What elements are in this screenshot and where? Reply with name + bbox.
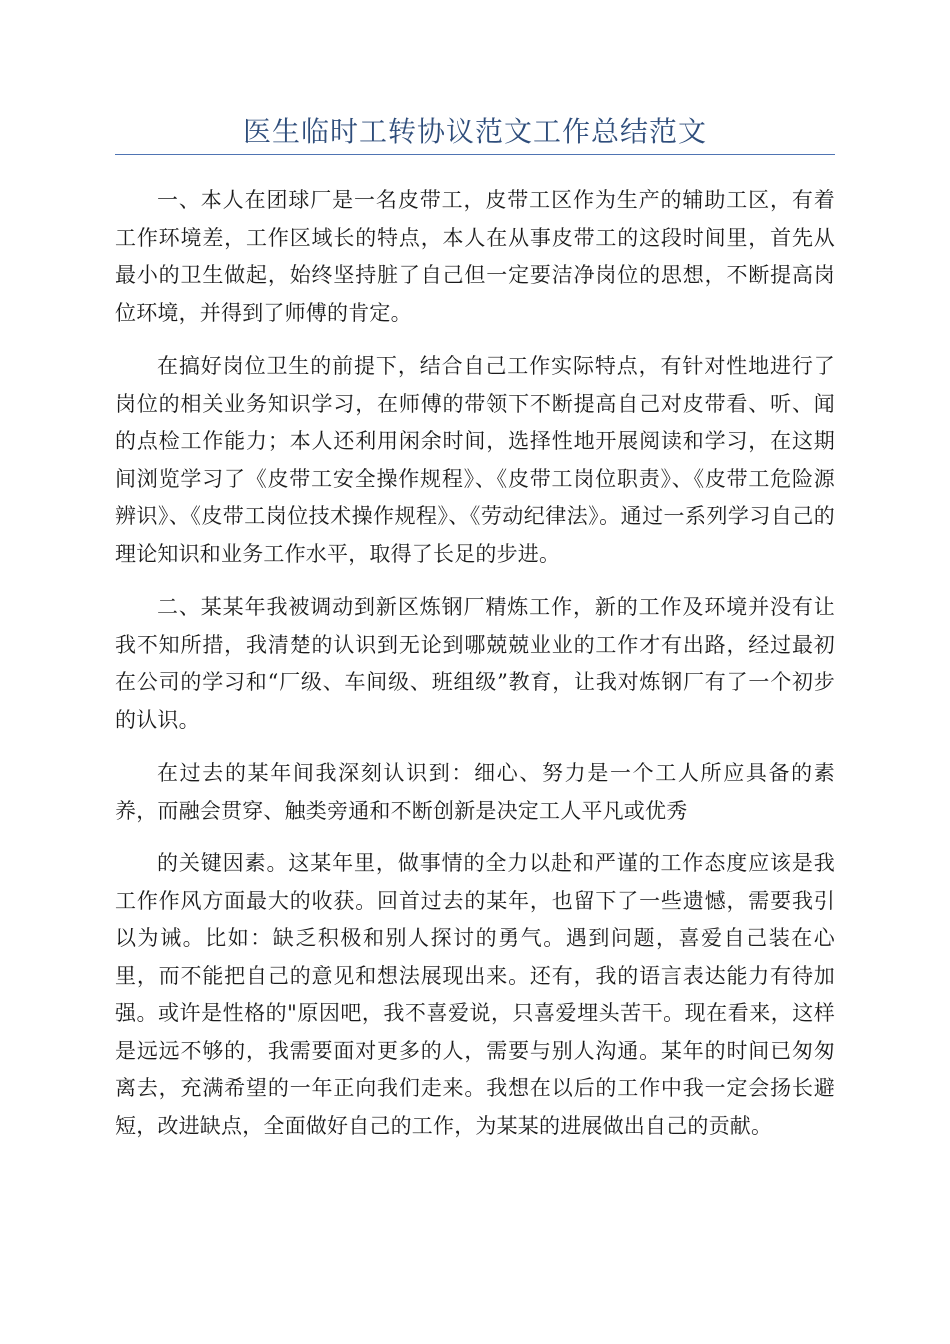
paragraph-4: 在过去的某年间我深刻认识到：细心、努力是一个工人所应具备的素养，而融会贯穿、触类旁通和不断创新是决定工人平凡或优秀 — [115, 761, 835, 823]
title-underline — [115, 154, 835, 155]
paragraph-5: 的关键因素。这某年里，做事情的全力以赴和严谨的工作态度应该是我工作作风方面最大的收获。回首过去的某年，也留下了一些遗憾，需要我引以为诫。比如：缺乏积极和别人探讨的勇气。遇到问题，喜爱自己装在心里，而不能把自己的意见和想法展现出来。还有，我的语言表达能力有待加强。或许是性格的"原因吧，我不喜爱说，只喜爱埋头苦干。现在看来，这样是远远不够的，我需要面对更多的人，需要与别人沟通。某年的时间已匆匆离去，充满希望的一年正向我们走来。我想在以后的工作中我一定会扬长避短，改进缺点，全面做好自己的工作，为某某的进展做出自己的贡献。 — [115, 851, 835, 1138]
paragraph-1: 一、本人在团球厂是一名皮带工，皮带工区作为生产的辅助工区，有着工作环境差，工作区域长的特点，本人在从事皮带工的这段时间里，首先从最小的卫生做起，始终坚持脏了自己但一定要洁净岗位的思想，不断提高岗位环境，并得到了师傅的肯定。 — [115, 188, 835, 325]
paragraph-3: 二、某某年我被调动到新区炼钢厂精炼工作，新的工作及环境并没有让我不知所措，我清楚的认识到无论到哪兢兢业业的工作才有出路，经过最初在公司的学习和“厂级、车间级、班组级”教育，让我对炼钢厂有了一个初步的认识。 — [115, 595, 835, 732]
paragraph-2: 在搞好岗位卫生的前提下，结合自己工作实际特点，有针对性地进行了岗位的相关业务知识学习，在师傅的带领下不断提高自己对皮带看、听、闻的点检工作能力；本人还利用闲余时间，选择性地开展阅读和学习，在这期间浏览学习了《皮带工安全操作规程》、《皮带工岗位职责》、《皮带工危险源辨识》、《皮带工岗位技术操作规程》、《劳动纪律法》。通过一系列学习自己的理论知识和业务工作水平，取得了长足的步进。 — [115, 354, 835, 566]
document-title: 医生临时工转协议范文工作总结范文 — [242, 115, 707, 148]
document-body — [115, 182, 835, 1145]
